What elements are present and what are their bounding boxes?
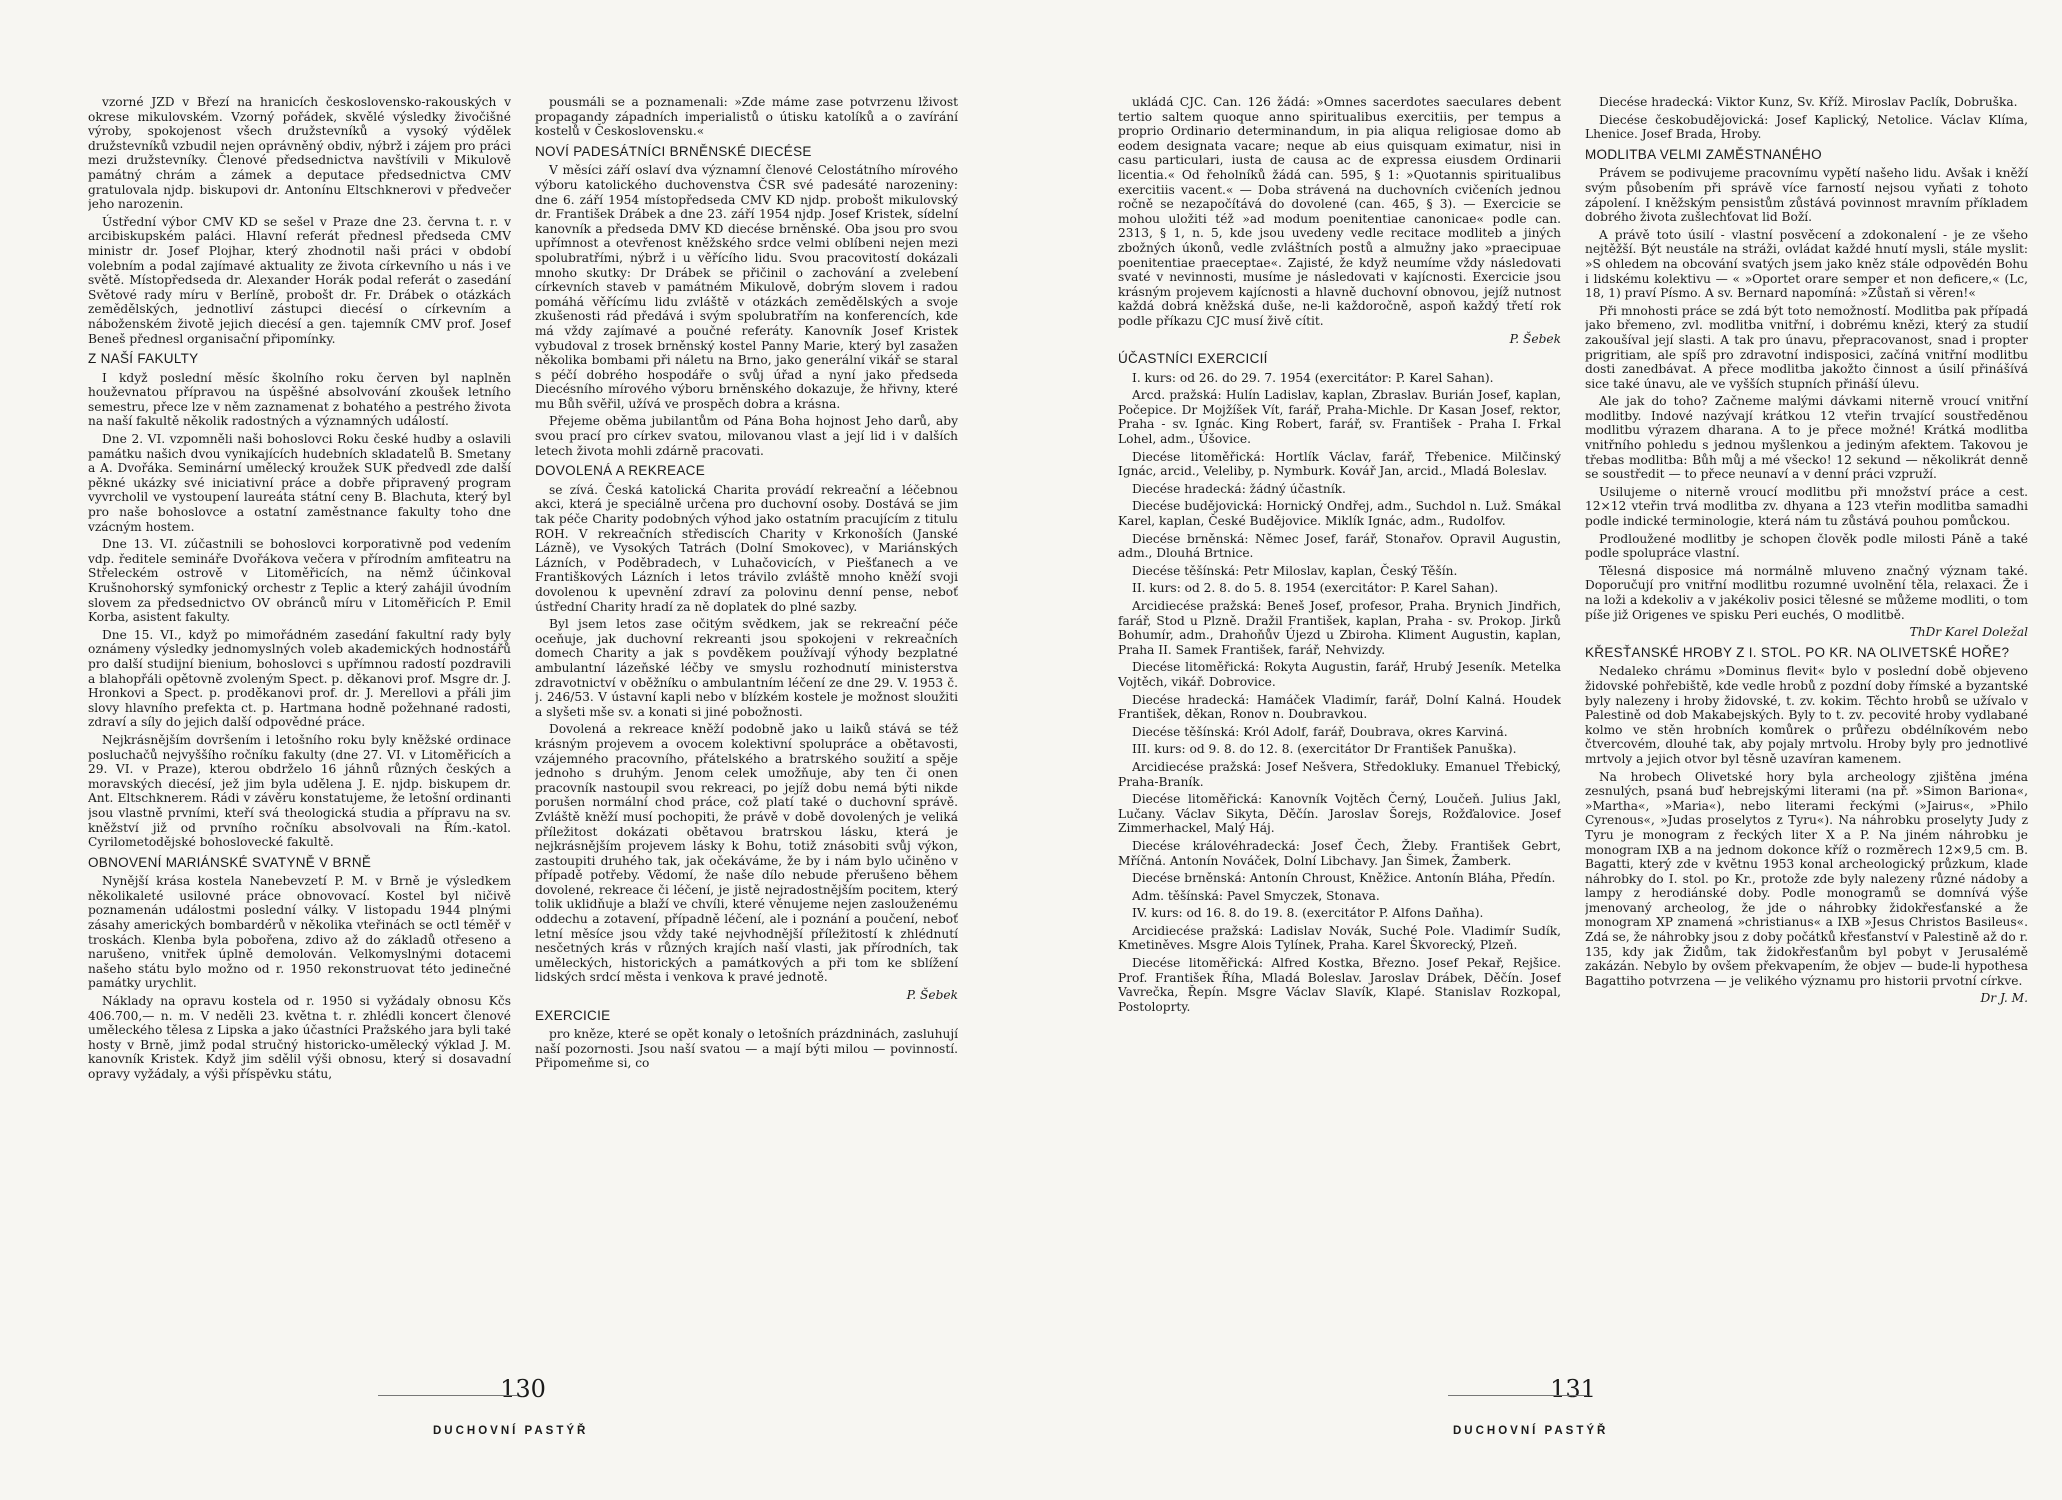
paragraph: Diecése litoměřická: Alfred Kostka, Březno. Josef Pekař, Rejšice. Prof. František Říha, Mladá Boleslav. Jaroslav Drábek, Děčín. Josef Vavrečka, Řepín. Msgre Václav Slavík, Klapé. Stanislav Rozkopal, Postoloprty. [1118,956,1561,1014]
paragraph: Diecése budějovická: Hornický Ondřej, adm., Suchdol n. Luž. Smákal Karel, kaplan, České Budějovice. Miklík Ignác, adm., Rudolfov. [1118,499,1561,529]
paragraph: Diecése hradecká: žádný účastník. [1132,481,1346,496]
section-heading: OBNOVENÍ MARIÁNSKÉ SVATYNĚ V BRNĚ [88,854,372,870]
paragraph: Právem se podivujeme pracovnímu vypětí našeho lidu. Avšak i kněží svým působením při správě více farností nejsou vyňati z tohoto zápolení. I kněžským pensistům zůstává povinnost mravním příkladem dobrého života zušlechťovat lid Boží. [1585,166,2028,225]
paragraph: se zívá. Česká katolická Charita provádí rekreační a léčebnou akci, která je speciálně určena pro duchovní osoby. Dostává se jim tak péče Charity podobných výhod jako ostatním pracujícím z titulu ROH. V rekreačních střediscích Charity v Krkonoších (Janské Lázně), ve Vysokých Tatrách (Dolní Smokovec), v Mariánských Lázních, v Poděbradech, v Luhačovicích, v Piešťanech a ve Františkových Lázních i letos trávilo zvláště mnoho kněží svoji dovolenou k upevnění zdraví za polovinu denní pense, neboť ústřední Charity hradí za ně doplatek do plné sazby. [535,482,958,614]
left-page [88,95,958,1435]
section-heading: ÚČASTNÍCI EXERCICIÍ [1118,351,1268,367]
paragraph: Ústřední výbor CMV KD se sešel v Praze dne 23. června t. r. v arcibiskupském paláci. Hlavní referát přednesl předseda CMV ministr dr. Josef Plojhar, který zhodnotil naši práci v období volebním a podal zajímavé aktuality ze života církevního u nás i ve světě. Místopředseda dr. Alexander Horák podal referát o zasedání Světové rady míru v Berlíně, probošt dr. Fr. Drábek o otázkách zemědělských, jednotliví zástupci diecésí o církevním a náboženském životě jejich diecésí a gen. tajemník CMV prof. Josef Beneš přednesl organisační připomínky. [88,214,511,346]
paragraph: Diecése českobudějovická: Josef Kaplický, Netolice. Václav Klíma, Lhenice. Josef Brada, Hroby. [1585,112,2028,142]
paragraph: Nedaleko chrámu »Dominus flevit« bylo v poslední době objeveno židovské pohřebiště, kde vedle hrobů z pozdní doby římské a byzantské byly nalezeny i hroby židovské, t. zv. kokim. Těchto hrobů se užívalo v Palestině od dob Makabejských. Byly to t. zv. pecovité hroby vydlabané kolmo ve stěn hrobních komůrek o průřezu obdélníkovém nebo čtvercovém, dlouhé tak, aby pojaly mrtvolu. Hroby byly pro jednotlivé mrtvoly a jejich otvor byl těsně uzavíran kamenem. [1585,664,2028,766]
author-signature: ThDr Karel Doležal [1909,625,2028,640]
paragraph: II. kurs: od 2. 8. do 5. 8. 1954 (exercitátor: P. Karel Sahan). [1132,581,1499,596]
running-footer: DUCHOVNÍ PASTÝŘ [433,1425,589,1437]
author-signature: Dr J. M. [1980,991,2028,1006]
left-page-column-1 [88,95,511,1345]
paragraph: Nynější krása kostela Nanebevzetí P. M. v Brně je výsledkem několikaleté usilovné práce obnovovací. Kostel byl ničivě poznamenán událostmi poslední války. V listopadu 1944 plnými zásahy amerických bombardérů v několika vteřinách se octl téměř v troskách. Klenba byla pobořena, zdivo až do základů otřeseno a narušeno, vnitřek úplně demolován. Velkomyslnými dotacemi našeho státu bylo možno od r. 1950 rekonstruovat této jedinečné památky urychlit. [88,874,511,991]
paragraph: Diecése těšínská: Król Adolf, farář, Doubrava, okres Karviná. [1132,724,1508,739]
paragraph: Diecése hradecká: Hamáček Vladimír, farář, Dolní Kalná. Houdek František, děkan, Ronov n. Doubravkou. [1118,692,1561,722]
paragraph: Diecése královéhradecká: Josef Čech, Žleby. František Gebrt, Mříčná. Antonín Nováček, Dolní Libchavy. Jan Šimek, Žamberk. [1118,838,1561,868]
paragraph: Dne 2. VI. vzpomněli naši bohoslovci Roku české hudby a oslavili památku našich dvou vynikajících hudebních skladatelů B. Smetany a A. Dvořáka. Seminární umělecký kroužek SUK předvedl zde další pěkné ukázky své iniciativní práce a dobře připravený program vyvrcholil ve vystoupení laureáta státní ceny B. Blachuta, který byl pro naše bohoslovce a ostatní zaměstnance fakulty toho dne vzácným hostem. [88,432,511,534]
paragraph: Na hrobech Olivetské hory byla archeology zjištěna jména zesnulých, psaná buď hebrejskými literami (na př. »Simon Bariona«, »Martha«, »Maria«), nebo literami řeckými (»Jairus«, »Philo Cyrenous«, »Judas proselytos z Tyru«). Na náhrobku proselyty Judy z Tyru je monogram z řeckých liter X a P. Na jiném náhrobku je monogram IXB a na jednom dokonce kříž o rozměrech 12×9,5 cm. B. Bagatti, který zde v květnu 1953 konal archeologický průzkum, klade náhrobky do I. stol. po Kr., protože zde byly nalezeny různé nádoby a lampy z herodiánské doby. Podle monogramů se domnívá výše jmenovaný archeolog, že jde o náhrobky židokřesťanské a že monogram XP znamená »christianus« a IXB »Jesus Christos Basileus«. Zdá se, že náhrobky jsou z doby počátků křesťanství v Palestině až do r. 135, kdy jak Židům, tak židokřesťanům byl pobyt v Jerusalémě zakázán. Nebylo by ovšem překvapením, že objev — bude-li hypothesa Bagattiho potvrzena — je velikého významu pro historii prvotní církve. [1585,769,2028,988]
section-heading: KŘESŤANSKÉ HROBY Z I. STOL. PO KR. NA OLIVETSKÉ HOŘE? [1585,644,2010,660]
paragraph: Přejeme oběma jubilantům od Pána Boha hojnost Jeho darů, aby svou prací pro církev svatou, milovanou vlast a její lid i v dalších letech života mohli zdárně pracovati. [535,414,958,458]
running-footer: DUCHOVNÍ PASTÝŘ [1453,1425,1609,1437]
paragraph: Byl jsem letos zase očitým svědkem, jak se rekreační péče oceňuje, jak duchovní rekreanti jsou spokojeni v rekreačních domech Charity a jak s povděkem používají výhody bezplatné ambulantní lázeňské léčby ve smyslu rozhodnutí ministerstva zdravotnictví v oběžníku o ambulantním léčení ze dne 29. V. 1953 č. j. 246/53. V ústavní kapli nebo v blízkém kostele je možnost sloužiti a slyšeti mše sv. a konati si jiné pobožnosti. [535,617,958,719]
paragraph: Arcidiecése pražská: Beneš Josef, profesor, Praha. Brynich Jindřich, farář, Stod u Plzně. Dražil František, kaplan, Praha - sv. Prokop. Jirků Bohumír, adm., Drahoňův Újezd u Zbiroha. Kliment Augustin, kaplan, Praha II. Samek František, farář, Nehvizdy. [1118,599,1561,657]
paragraph: Dovolená a rekreace kněží podobně jako u laiků stává se též krásným projevem a ovocem kolektivní spolupráce a obětavosti, vzájemného pracovního, přátelského a bratrského soužití a spěje jednoho s druhým. Jenom celek umožňuje, aby ten či onen pracovník nastoupil svou rekreaci, po jejíž dobu nemá býti nikde porušen normální chod práce, což platí také o duchovní správě. Zvláště kněží musí pochopiti, že právě v době dovolených je veliká příležitost dokázati obětavou bratrskou lásku, která je nejkrásnějším projevem lásky k Bohu, totiž znásobiti svůj výkon, zastoupiti druhého tak, jak očekáváme, že by i nám bylo učiněno v případě potřeby. Vědomí, že naše dílo nebude přerušeno během dovolené, rekreace či léčení, je jistě nejradostnějším pocitem, který tolik uklidňuje a blaží ve chvíli, které věnujeme nejen zaslouženému oddechu a zotavení, případně léčení, ale i poznání a poučení, neboť letní měsíce jsou vždy také nejvhodnější příležitostí k zhlédnutí nesčetných krás v různých krajích naší vlasti, jak přírodních, tak uměleckých, historických a památkových a při tom ke sblížení lidských srdcí města i venkova k pravé jednotě. [535,722,958,985]
section-heading: DOVOLENÁ A REKREACE [535,463,706,479]
paragraph: ukládá CJC. Can. 126 žádá: »Omnes sacerdotes saeculares debent tertio saltem quoque anno spiritualibus exercitiis, per tempus a proprio Ordinario determinandum, in pia aliqua religiosae domo ab eodem designata vacare; neque ab eius quisquam eximatur, nisi in casu particulari, iusta de causa ac de expressa eiusdem Ordinarii licentia.« Od řeholníků žádá can. 595, § 1: »Quotannis spiritualibus exercitiis vacent.« — Doba strávená na duchovních cvičeních jednou ročně se nezapočítává do dovolené (can. 465, § 3). — Exercicie se mohou uložiti též »ad modum poenitentiae canonicae« podle can. 2313, § 1, n. 5, kde jsou uvedeny vedle recitace modliteb a jiných zbožných úkonů, vedle zvláštních postů a almužny jako »praecipuae poenitentiae praeceptae«. Zajisté, že když neumíme vždy následovati svaté v nevinnosti, musíme je následovati v kajícnosti. Exercicie jsou krásným projevem kajícnosti a hlavně duchovní obnovou, jejíž nutnost každá dobrá kněžská duše, ne-li každoročně, aspoň každý třetí rok podle příkazu CJC musí živě cítit. [1118,95,1561,328]
right-page-column-1 [1118,95,1561,1345]
paragraph: I když poslední měsíc školního roku červen byl naplněn houževnatou přípravou na úspěšné absolvování zkoušek letního semestru, přece lze v něm zaznamenat z bohatého a pestrého života na naší fakultě několik radostných a významných událostí. [88,370,511,429]
paragraph: IV. kurs: od 16. 8. do 19. 8. (exercitátor P. Alfons Daňha). [1132,906,1484,921]
paragraph: Diecése litoměřická: Rokyta Augustin, farář, Hrubý Jeseník. Metelka Vojtěch, vikář. Dobrovice. [1118,660,1561,689]
paragraph: pousmáli se a poznamenali: »Zde máme zase potvrzenu lživost propagandy západních imperialistů o útisku katolíků a o zavírání kostelů v Československu.« [535,95,958,139]
page-number: 131 [1550,1375,1596,1403]
paragraph: III. kurs: od 9. 8. do 12. 8. (exercitátor Dr František Panuška). [1132,742,1517,757]
author-signature: P. Šebek [906,988,958,1003]
paragraph: Diecése brněnská: Němec Josef, farář, Stonařov. Opravil Augustin, adm., Dlouhá Brtnice. [1118,531,1561,561]
footer-rule [1448,1395,1588,1396]
left-page-column-2 [535,95,958,1345]
paragraph: Arcidiecése pražská: Josef Nešvera, Středokluky. Emanuel Třebický, Praha-Braník. [1118,759,1561,789]
section-heading: MODLITBA VELMI ZAMĚSTNANÉHO [1585,146,1822,162]
paragraph: Diecése těšínská: Petr Miloslav, kaplan, Český Těšín. [1132,563,1458,578]
paragraph: Ale jak do toho? Začneme malými dávkami niterně vroucí vnitřní modlitby. Indové nazývají krátkou 12 vteřin trvající soustředěnou modlitbu výrazem dharana. A to je přece možné! Krátká modlitba vnitřního pohledu s jednou myšlenkou a jediným afektem. Takovou je třebas modlitba: Bůh můj a mé všecko! 12 sekund — několikrát denně se soustředit — to přece neunaví a v denní práci vzpruží. [1585,394,2028,482]
section-heading: NOVÍ PADESÁTNÍCI BRNĚNSKÉ DIECÉSE [535,143,812,159]
paragraph: Arcidiecése pražská: Ladislav Novák, Suché Pole. Vladimír Sudík, Kmetiněves. Msgre Alois Tylínek, Praha. Karel Škvorecký, Plzeň. [1118,923,1561,953]
paragraph: Usilujeme o niterně vroucí modlitbu při množství práce a cest. 12×12 vteřin trvá modlitba zv. dhyana a 123 vteřin modlitba samadhi podle indické terminologie, která nám tu zůstává pouhou pomůckou. [1585,484,2028,529]
author-signature: P. Šebek [1509,331,1561,346]
page-number: 130 [500,1375,546,1403]
right-page [1118,95,2028,1435]
footer-rule [378,1395,518,1396]
paragraph: Při mnohosti práce se zdá být toto nemožností. Modlitba pak případá jako břemeno, zvl. modlitba vnitřní, i dobrému knězi, který za studií zakoušíval její slasti. A tak pro únavu, přepracovanost, snad i propter prigritiam, ale spíš pro zdravotní indisposici, začíná vnitřní modlitbu dosti zanedbávat. A přece modlitba jakožto činnost a úsilí přinášívá sice také únavu, ale ve vyšších stupních přináší úlevu. [1585,303,2028,391]
paragraph: Dne 13. VI. zúčastnili se bohoslovci korporativně pod vedením vdp. ředitele semináře Dvořákova večera v přírodním amfiteatru na Střeleckém ostrově v Litoměřicích, na němž účinkoval Krušnohorský symfonický orchestr z Teplic a který zahájil úvodním slovem za předsednictvo OV obránců míru v Litoměřicích P. Emil Korba, asistent fakulty. [88,537,511,625]
paragraph: Arcd. pražská: Hulín Ladislav, kaplan, Zbraslav. Burián Josef, kaplan, Počepice. Dr Mojžíšek Vít, farář, Praha-Michle. Dr Kasan Josef, rektor, Praha - sv. Ignác. King Robert, farář, sv. František - Praha I. Frkal Lohel, adm., Úšovice. [1118,388,1561,447]
section-heading: EXERCICIE [535,1007,611,1023]
paragraph: Dne 15. VI., když po mimořádném zasedání fakultní rady byly oznámeny výsledky jednomyslných voleb akademických hodnostářů pro další studijní bienium, bohoslovci s upřímnou radostí pozdravili a blahopřáli opětovně zvoleným Spect. p. děkanovi prof. Msgre dr. J. Hronkovi a Spect. p. proděkanovi prof. dr. J. Merellovi a přáli jim slovy hlavního prefekta ct. p. Hartmana hodně požehnané radosti, zdraví a síly do jejich další odpovědné práce. [88,627,511,730]
paragraph: vzorné JZD v Březí na hranicích československo-rakouských v okrese mikulovském. Vzorný pořádek, skvělé výsledky živočišné výroby, spokojenost všech družstevníků a vysoký výdělek družstevníků vzbudil nejen oprávněný obdiv, nýbrž i zájem pro práci mezi družstevníky. Členové předsednictva navštívili v Mikulově památný chrám a zámek a deputace předsednictva CMV gratulovala njdp. biskupovi dr. Antonínu Eltschknerovi v předvečer jeho narozenin. [88,95,511,212]
paragraph: I. kurs: od 26. do 29. 7. 1954 (exercitátor: P. Karel Sahan). [1132,370,1494,385]
paragraph: Diecése hradecká: Viktor Kunz, Sv. Kříž. Miroslav Paclík, Dobruška. [1599,95,2018,109]
paragraph: Diecése litoměřická: Hortlík Václav, farář, Třebenice. Milčinský Ignác, arcid., Veleliby, p. Nymburk. Kovář Jan, arcid., Mladá Boleslav. [1118,449,1561,479]
paragraph: V měsíci září oslaví dva významní členové Celostátního mírového výboru katolického duchovenstva ČSR své padesáté narozeniny: dne 6. září 1954 místopředseda CMV KD njdp. probošt mikulovský dr. František Drábek a dne 23. září 1954 njdp. Josef Kristek, sídelní kanovník a předseda DMV KD diecése brněnské. Oba jsou pro svou upřímnost a otevřenost kněžského srdce velmi oblíbeni nejen mezi spolubratřími, nýbrž i u věřícího lidu. Svou pracovitostí dokázali mnoho skutky: Dr Drábek se přičinil o zachování a zvelebení církevních staveb v památném Mikulově, dobrým slovem i radou pomáhá věřícímu lidu zvláště v otázkách zemědělských a svoje zkušenosti rád předává i svým spolubratřím na konferencích, kde má vždy zajímavé a poučné referáty. Kanovník Josef Kristek vybudoval z trosek brněnský kostel Panny Marie, který byl zasažen několika bombami při náletu na Brno, jako generální vikář se staral s péčí dobrého hospodáře o svůj úřad a nyní jako předseda Diecésního mírového výboru brněnského dokazuje, že hřivny, které mu Bůh svěřil, užívá ve prospěch dobra a krásna. [535,163,958,411]
paragraph: Diecése litoměřická: Kanovník Vojtěch Černý, Loučeň. Julius Jakl, Lučany. Václav Sikyta, Děčín. Jaroslav Šorejs, Rožďalovice. Josef Zimmerhackel, Malý Háj. [1118,792,1561,836]
paragraph: Náklady na opravu kostela od r. 1950 si vyžádaly obnosu Kčs 406.700,— n. m. V neděli 23. května t. r. zhlédli koncert členové uměleckého tělesa z Lipska a jako účastníci Pražského jara byli také hosty v Brně, jimž podal stručný historicko-umělecký výklad J. M. kanovník Kristek. Když jim sdělil výši obnosu, který si dosavadní opravy vyžádaly, a výši příspěvku státu, [88,994,511,1081]
paragraph: pro kněze, které se opět konaly o letošních prázdninách, zasluhují naší pozornosti. Jsou naší svatou — a mají býti milou — povinností. Připomeňme si, co [535,1027,958,1071]
paragraph: A právě toto úsilí - vlastní posvěcení a zdokonalení - je ze všeho nejtěžší. Být neustále na stráži, ovládat každé hnutí mysli, stále myslit: »S ohledem na obcování svatých jsem jako kněz stále odpovědén Bohu i lidskému kolektivu — « »Oportet orare semper et non deficere,« (Lc, 18, 1) praví Písmo. A sv. Bernard napomíná: »Zůstaň si věren!« [1585,227,2028,301]
section-heading: Z NAŠÍ FAKULTY [88,351,199,367]
paragraph: Prodloužené modlitby je schopen člověk podle milosti Páně a také podle spolupráce vlastní. [1585,531,2028,561]
paragraph: Adm. těšínská: Pavel Smyczek, Stonava. [1132,888,1380,903]
right-page-column-2 [1585,95,2028,1345]
paragraph: Tělesná disposice má normálně mluveno značný význam také. Doporučují pro vnitřní modlitbu rozumné uvolnění těla, relaxaci. Že i na loži a kdekoliv a v jakékoliv posici tělesné se můžeme modliti, o tom píše již Origenes ve spisku Peri euchés, O modlitbě. [1585,563,2028,622]
paragraph: Nejkrásnějším dovršením i letošního roku byly kněžské ordinace posluchačů nejvyššího ročníku fakulty (dne 27. VI. v Litoměřicích a 29. VI. v Praze), kterou obdrželo 16 jáhnů různých českých a moravských diecésí, jež jim byla udělena J. E. njdp. biskupem dr. Ant. Eltschknerem. Rádi v závěru konstatujeme, že letošní ordinanti jsou vlastně prvními, kteří svá theologická studia a přípravu na sv. kněžství již od prvního ročníku absolvovali na Řím.-katol. Cyrilometodějské bohoslovecké fakultě. [88,732,511,850]
paragraph: Diecése brněnská: Antonín Chroust, Kněžice. Antonín Bláha, Předín. [1132,871,1556,886]
